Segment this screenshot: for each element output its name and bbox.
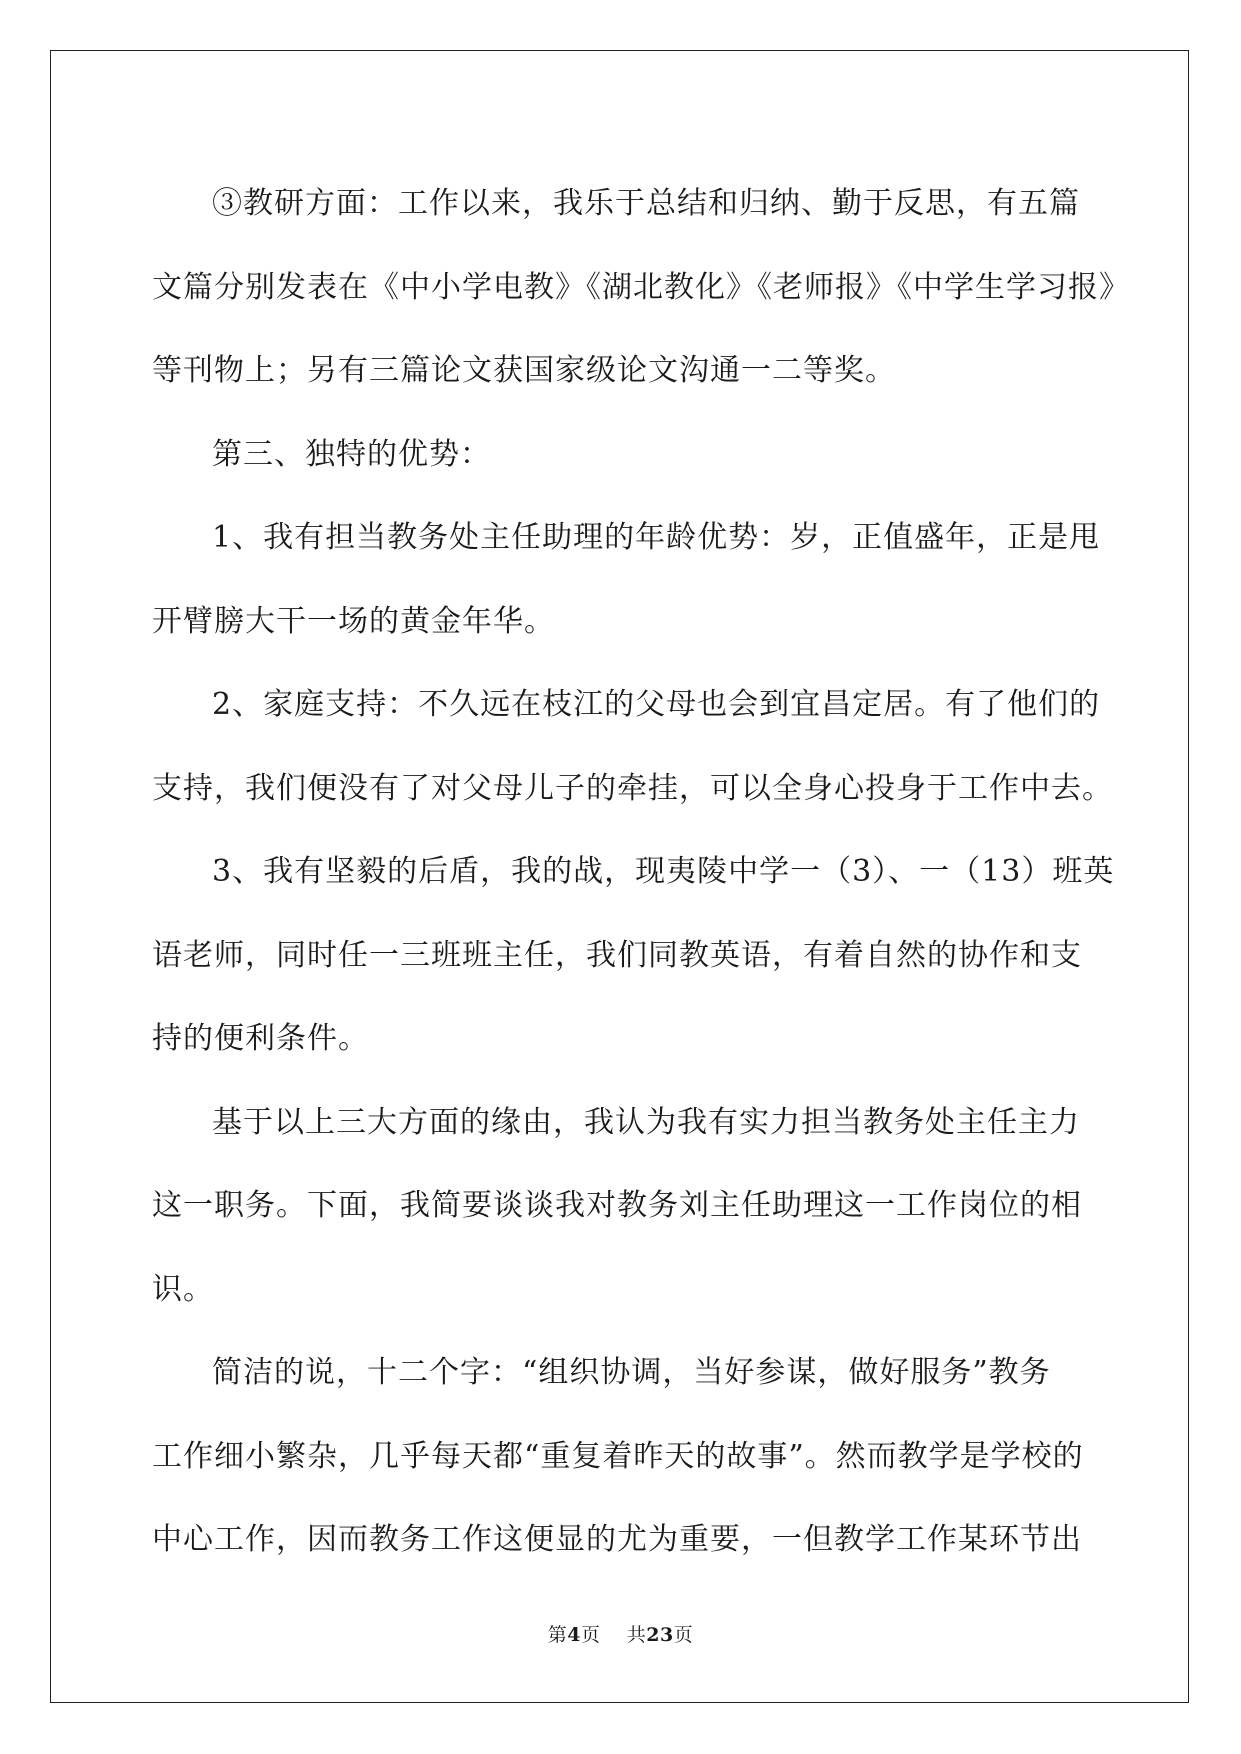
paragraph-family-support xyxy=(152,663,1113,830)
text-line: 识。 xyxy=(152,1271,214,1307)
paragraph-heading-advantages xyxy=(152,413,1097,497)
text-line: 这一职务。下面，我简要谈谈我对教务刘主任助理这一工作岗位的相 xyxy=(152,1188,1082,1223)
paragraph-strong-backing xyxy=(152,830,1115,1081)
text-line: 文篇分别发表在《中小学电教》《湖北教化》《老师报》《中学生学习报》 xyxy=(152,269,1130,305)
footer-total-prefix: 共 xyxy=(626,1624,647,1646)
paragraph-age-advantage xyxy=(152,496,1101,663)
text-line: 工作细小繁杂，几乎每天都“重复着昨天的故事”。然而教学是学校的 xyxy=(152,1438,1084,1474)
text-line: 中心工作，因而教务工作这便显的尤为重要，一但教学工作某环节出 xyxy=(152,1522,1082,1557)
total-pages-number: 23 xyxy=(646,1624,674,1646)
page-footer xyxy=(0,1620,1241,1647)
text-line: 语老师，同时任一三班班主任，我们同教英语，有着自然的协作和支 xyxy=(152,937,1082,973)
footer-total-unit: 页 xyxy=(673,1624,694,1646)
footer-prefix: 第 xyxy=(547,1624,568,1646)
text-line: 持的便利条件。 xyxy=(152,1021,369,1056)
text-line: 3、我有坚毅的后盾，我的战，现夷陵中学一（3）、一（13）班英 xyxy=(212,854,1115,889)
text-line: 简洁的说，十二个字：“组织协调，当好参谋，做好服务”教务 xyxy=(212,1355,1051,1390)
paragraph-teaching-research xyxy=(152,162,1130,413)
footer-page-unit: 页 xyxy=(581,1624,601,1646)
paragraph-conclusion xyxy=(152,1081,1097,1332)
text-line: 1、我有担当教务处主任助理的年龄优势：岁，正值盛年，正是甩 xyxy=(212,520,1101,555)
text-line: 开臂膀大干一场的黄金年华。 xyxy=(152,603,555,639)
text-line: 第三、独特的优势： xyxy=(212,436,491,472)
text-line: 支持，我们便没有了对父母儿子的牵挂，可以全身心投身于工作中去。 xyxy=(152,770,1113,806)
text-line: 2、家庭支持：不久远在枝江的父母也会到宜昌定居。有了他们的 xyxy=(212,687,1101,722)
text-line: 等刊物上；另有三篇论文获国家级论文沟通一二等奖。 xyxy=(152,353,896,388)
text-line: 基于以上三大方面的缘由，我认为我有实力担当教务处主任主力 xyxy=(212,1104,1080,1140)
current-page-number: 4 xyxy=(567,1624,582,1646)
paragraph-role-summary xyxy=(152,1331,1097,1582)
document-body xyxy=(152,162,1130,1582)
text-line: ③教研方面：工作以来，我乐于总结和归纳、勤于反思，有五篇 xyxy=(212,186,1080,221)
